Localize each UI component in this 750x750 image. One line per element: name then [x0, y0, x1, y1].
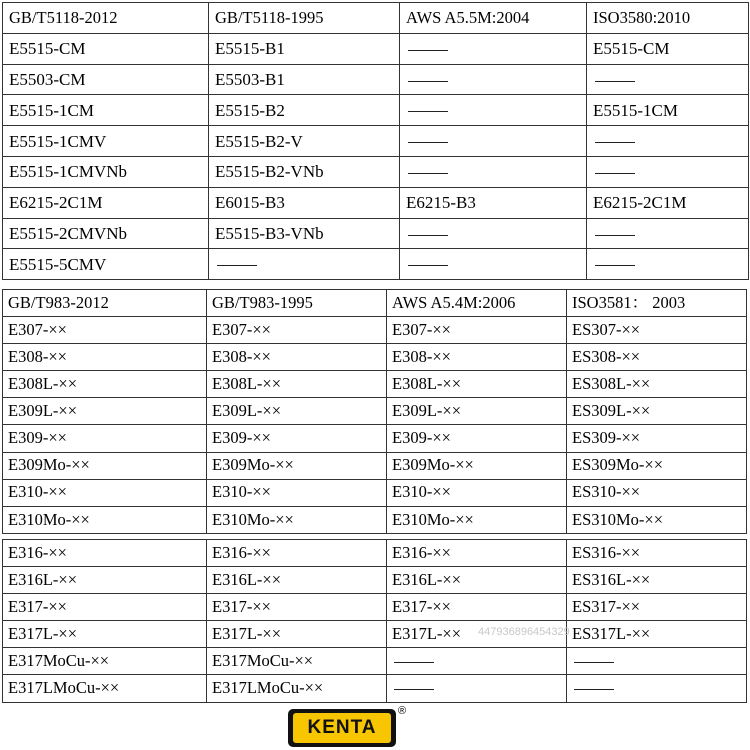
table-cell: [400, 249, 587, 280]
table-cell: E317-××: [207, 594, 387, 621]
table-cell: ES307-××: [567, 317, 747, 344]
table-row: [3, 344, 747, 371]
logo-text: KENTA: [293, 713, 391, 743]
table-cell: [587, 156, 749, 187]
table-cell: E309Mo-××: [387, 452, 567, 479]
table-row: [3, 249, 749, 280]
table-row: [3, 621, 747, 648]
dash-placeholder: [595, 235, 635, 236]
dash-placeholder: [408, 50, 448, 51]
table-cell: ES310Mo-××: [567, 506, 747, 533]
table-cell: E317-××: [3, 594, 207, 621]
table-cell: [209, 249, 400, 280]
dash-placeholder: [574, 662, 614, 663]
table-cell: E308L-××: [387, 371, 567, 398]
table-cell: E316L-××: [387, 567, 567, 594]
table-row: [3, 95, 749, 126]
table-cell: E309-××: [3, 425, 207, 452]
table-cell: ES317L-××: [567, 621, 747, 648]
table-cell: E5515-B2-VNb: [209, 156, 400, 187]
table-cell: E317LMoCu-××: [207, 675, 387, 702]
table-cell: E5515-CM: [587, 33, 749, 64]
table-cell: E309Mo-××: [207, 452, 387, 479]
table-cell: [387, 648, 567, 675]
column-header: GB/T5118-2012: [3, 3, 209, 34]
table-cell: E310Mo-××: [387, 506, 567, 533]
table-row: [3, 567, 747, 594]
dash-placeholder: [408, 81, 448, 82]
table-cell: E309L-××: [207, 398, 387, 425]
table-cell: [587, 64, 749, 95]
table-cell: E5515-1CMV: [3, 126, 209, 157]
table-cell: E310-××: [207, 479, 387, 506]
stainless-electrode-table: [2, 289, 747, 534]
dash-placeholder: [595, 265, 635, 266]
table-cell: E316L-××: [3, 567, 207, 594]
column-header: AWS A5.4M:2006: [387, 290, 567, 317]
table-cell: [400, 126, 587, 157]
table-row: [3, 425, 747, 452]
table-cell: [587, 218, 749, 249]
logo-badge: [288, 709, 396, 747]
table-header-row: [3, 3, 749, 34]
table-row: [3, 371, 747, 398]
table-cell: ES310-××: [567, 479, 747, 506]
table-row: [3, 317, 747, 344]
table-cell: E317MoCu-××: [3, 648, 207, 675]
table-cell: [400, 156, 587, 187]
table-cell: E308L-××: [3, 371, 207, 398]
table-row: [3, 675, 747, 702]
table-cell: E5515-B2-V: [209, 126, 400, 157]
dash-placeholder: [574, 689, 614, 690]
dash-placeholder: [217, 265, 257, 266]
table-row: [3, 187, 749, 218]
table-row: [3, 594, 747, 621]
table-cell: ES316L-××: [567, 567, 747, 594]
table-cell: E317LMoCu-××: [3, 675, 207, 702]
table-cell: E316-××: [387, 540, 567, 567]
table-row: [3, 33, 749, 64]
dash-placeholder: [595, 81, 635, 82]
table-cell: E308-××: [387, 344, 567, 371]
table-cell: E309-××: [207, 425, 387, 452]
table-cell: E6215-2C1M: [3, 187, 209, 218]
table-cell: E5503-CM: [3, 64, 209, 95]
table-row: [3, 64, 749, 95]
dash-placeholder: [394, 689, 434, 690]
table-cell: E5515-B1: [209, 33, 400, 64]
table-cell: E307-××: [3, 317, 207, 344]
table-cell: ES316-××: [567, 540, 747, 567]
table-cell: [400, 95, 587, 126]
table-cell: E5515-1CM: [587, 95, 749, 126]
table-cell: E5515-1CM: [3, 95, 209, 126]
dash-placeholder: [408, 173, 448, 174]
table-cell: ES309-××: [567, 425, 747, 452]
table-cell: E6215-2C1M: [587, 187, 749, 218]
dash-placeholder: [595, 142, 635, 143]
dash-placeholder: [408, 111, 448, 112]
table-cell: E309L-××: [3, 398, 207, 425]
table-cell: E5515-CM: [3, 33, 209, 64]
table-cell: [587, 249, 749, 280]
dash-placeholder: [595, 173, 635, 174]
dash-placeholder: [408, 265, 448, 266]
dash-placeholder: [408, 142, 448, 143]
table-row: [3, 126, 749, 157]
column-header: ISO3580:2010: [587, 3, 749, 34]
table-cell: E317L-××: [387, 621, 567, 648]
table-cell: [567, 675, 747, 702]
table-header-row: [3, 290, 747, 317]
watermark-text: 447936896454329: [478, 626, 570, 638]
table-cell: E6215-B3: [400, 187, 587, 218]
dash-placeholder: [394, 662, 434, 663]
table-row: [3, 156, 749, 187]
table-cell: E5515-2CMVNb: [3, 218, 209, 249]
column-header: ISO3581： 2003: [567, 290, 747, 317]
column-header: GB/T5118-1995: [209, 3, 400, 34]
table-cell: E309Mo-××: [3, 452, 207, 479]
registered-mark: ®: [398, 705, 407, 717]
table-cell: E5503-B1: [209, 64, 400, 95]
table-row: [3, 218, 749, 249]
table-cell: E5515-B2: [209, 95, 400, 126]
table-cell: ES308L-××: [567, 371, 747, 398]
table-cell: ES309L-××: [567, 398, 747, 425]
low-alloy-electrode-table: [2, 2, 749, 280]
table-cell: ES309Mo-××: [567, 452, 747, 479]
table-cell: E316-××: [207, 540, 387, 567]
table-cell: [400, 218, 587, 249]
table-cell: E308-××: [207, 344, 387, 371]
table-cell: E310Mo-××: [207, 506, 387, 533]
table-cell: E307-××: [387, 317, 567, 344]
column-header: AWS A5.5M:2004: [400, 3, 587, 34]
table-cell: [400, 64, 587, 95]
kenta-logo: [288, 707, 414, 749]
table-row: [3, 479, 747, 506]
table-cell: E5515-B3-VNb: [209, 218, 400, 249]
table-cell: E309L-××: [387, 398, 567, 425]
table-cell: E317L-××: [207, 621, 387, 648]
table-cell: [400, 33, 587, 64]
table-cell: E5515-1CMVNb: [3, 156, 209, 187]
table-cell: [587, 126, 749, 157]
column-header: GB/T983-2012: [3, 290, 207, 317]
table-cell: E316L-××: [207, 567, 387, 594]
table-cell: E310Mo-××: [3, 506, 207, 533]
table-row: [3, 506, 747, 533]
table-cell: [387, 675, 567, 702]
table-cell: ES317-××: [567, 594, 747, 621]
table-cell: E316-××: [3, 540, 207, 567]
table-cell: [567, 648, 747, 675]
table-cell: E308-××: [3, 344, 207, 371]
table-cell: E317MoCu-××: [207, 648, 387, 675]
dash-placeholder: [408, 235, 448, 236]
table-cell: E6015-B3: [209, 187, 400, 218]
table-cell: E317L-××: [3, 621, 207, 648]
column-header: GB/T983-1995: [207, 290, 387, 317]
table-cell: E309-××: [387, 425, 567, 452]
table-row: [3, 452, 747, 479]
table-cell: E310-××: [387, 479, 567, 506]
table-cell: E317-××: [387, 594, 567, 621]
table-cell: E308L-××: [207, 371, 387, 398]
table-row: [3, 540, 747, 567]
table-cell: E307-××: [207, 317, 387, 344]
stainless-electrode-table-continued: [2, 539, 747, 703]
table-row: [3, 648, 747, 675]
table-cell: E5515-5CMV: [3, 249, 209, 280]
table-row: [3, 398, 747, 425]
table-cell: E310-××: [3, 479, 207, 506]
table-cell: ES308-××: [567, 344, 747, 371]
